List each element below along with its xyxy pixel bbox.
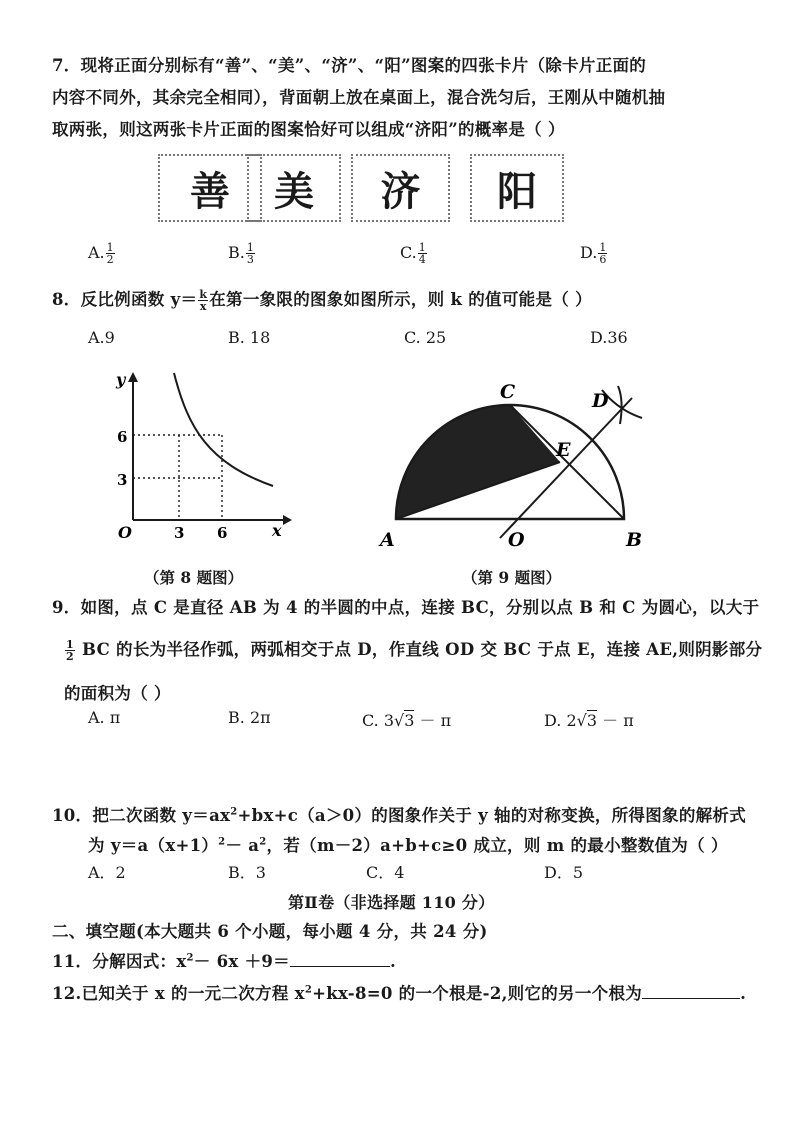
q10-option-b[interactable]: B．3 <box>228 863 266 882</box>
y-tick-6: 6 <box>117 428 128 446</box>
label-a: A <box>380 529 395 551</box>
fig9-caption: （第 9 题图） <box>462 568 562 587</box>
answer-blank[interactable] <box>290 951 390 967</box>
q12: 12.已知关于 x 的一元二次方程 $x^2+kx-8=0$ 的一个根是-2,则它的另一个根为 . <box>52 984 747 1003</box>
y-label: y <box>116 370 126 389</box>
fraction: $\frac{1}{3}$ <box>246 241 254 266</box>
fraction: $\frac{1}{6}$ <box>599 241 607 266</box>
q11: 11．分解因式：$x^2- 6x +9=$ . <box>52 952 396 971</box>
q9-option-b[interactable]: B. 2π <box>228 708 271 727</box>
y-axis-arrow <box>128 372 138 382</box>
section-heading: 二、填空题(本大题共 6 个小题，每小题 4 分，共 24 分) <box>52 922 488 941</box>
x-label: x <box>272 521 282 540</box>
q8-option-d[interactable]: D.36 <box>590 328 628 347</box>
q9-option-d[interactable]: D. 2√3 － π <box>544 711 634 730</box>
fraction: $\frac{1}{2}$ <box>106 241 114 266</box>
q10-option-a[interactable]: A．2 <box>88 863 126 882</box>
label-c: C <box>500 381 516 403</box>
card-ji: 济 <box>351 154 450 222</box>
x-axis-arrow <box>283 515 292 525</box>
q8-option-c[interactable]: C. 25 <box>404 328 447 347</box>
sqrt-symbol: √ <box>394 711 405 730</box>
card-yang: 阳 <box>470 154 564 222</box>
q9-line1: 9．如图，点 C 是直径 AB 为 4 的半圆的中点，连接 BC，分别以点 B 和 C 为圆心，以大于 <box>52 598 760 617</box>
card-mei: 美 <box>247 154 341 222</box>
q7-line1: 7．现将正面分别标有“善”、“美”、“济”、“阳”图案的四张卡片（除卡片正面的 <box>52 56 647 75</box>
q9-option-c[interactable]: C. 3√3 － π <box>362 711 452 730</box>
q7-option-a[interactable]: A. $\frac{1}{2}$ <box>88 241 114 266</box>
label-d: D <box>592 390 609 412</box>
origin-label: O <box>118 523 132 542</box>
answer-blank[interactable] <box>642 983 740 999</box>
card-shan: 善 <box>158 154 262 222</box>
fig8-graph <box>108 368 292 548</box>
fig9-semicircle <box>362 378 662 558</box>
q8-option-b[interactable]: B. 18 <box>228 328 271 347</box>
label-e: E <box>556 439 571 461</box>
x-tick-3: 3 <box>174 524 185 542</box>
q10-option-c[interactable]: C．4 <box>366 863 405 882</box>
q9-line2: $\frac{1}{2}$ BC 的长为半径作弧，两弧相交于点 D，作直线 OD 交 BC 于点 E，连接 AE,则阴影部分 <box>66 638 763 663</box>
q7-option-c[interactable]: C. $\frac{1}{4}$ <box>400 241 426 266</box>
sqrt-symbol: √ <box>576 711 587 730</box>
q10-option-d[interactable]: D．5 <box>544 863 584 882</box>
y-tick-3: 3 <box>117 471 128 489</box>
part2-title: 第Ⅱ卷（非选择题 110 分） <box>288 893 495 912</box>
hyperbola-curve <box>174 373 273 486</box>
q9-option-a[interactable]: A. π <box>88 708 121 727</box>
label-b: B <box>626 529 643 551</box>
label-o: O <box>508 529 525 551</box>
fig8-caption: （第 8 题图） <box>144 568 244 587</box>
fraction-k-over-x: $\frac{k}{x}$ <box>199 288 208 313</box>
q9-line3: 的面积为（ ） <box>64 684 171 703</box>
q8-option-a[interactable]: A.9 <box>88 328 115 347</box>
fraction: $\frac{1}{4}$ <box>418 241 426 266</box>
q7-option-b[interactable]: B. $\frac{1}{3}$ <box>228 241 254 266</box>
q8-stem: 8．反比例函数 y＝ $\frac{k}{x}$ 在第一象限的图象如图所示，则 k 的值可能是（ ） <box>52 288 592 313</box>
q7-line2: 内容不同外，其余完全相同），背面朝上放在桌面上，混合洗匀后，王刚从中随机抽 <box>52 88 666 107</box>
x-tick-6: 6 <box>217 524 228 542</box>
q10-line1: 10．把二次函数 $y=ax^2+bx+c(a>0)$的图象作关于 y 轴的对称变换，所得图象的解析式 <box>52 806 747 825</box>
q10-line2: 为 $y=a(x+1)^2- a^2$，若（m－2）a+b+c≥0 成立，则 m 的最小整数值为（ ） <box>88 836 728 855</box>
q7-option-d[interactable]: D. $\frac{1}{6}$ <box>580 241 607 266</box>
fraction-half: $\frac{1}{2}$ <box>66 638 74 663</box>
q7-line3: 取两张，则这两张卡片正面的图案恰好可以组成“济阳”的概率是（ ） <box>52 120 565 139</box>
